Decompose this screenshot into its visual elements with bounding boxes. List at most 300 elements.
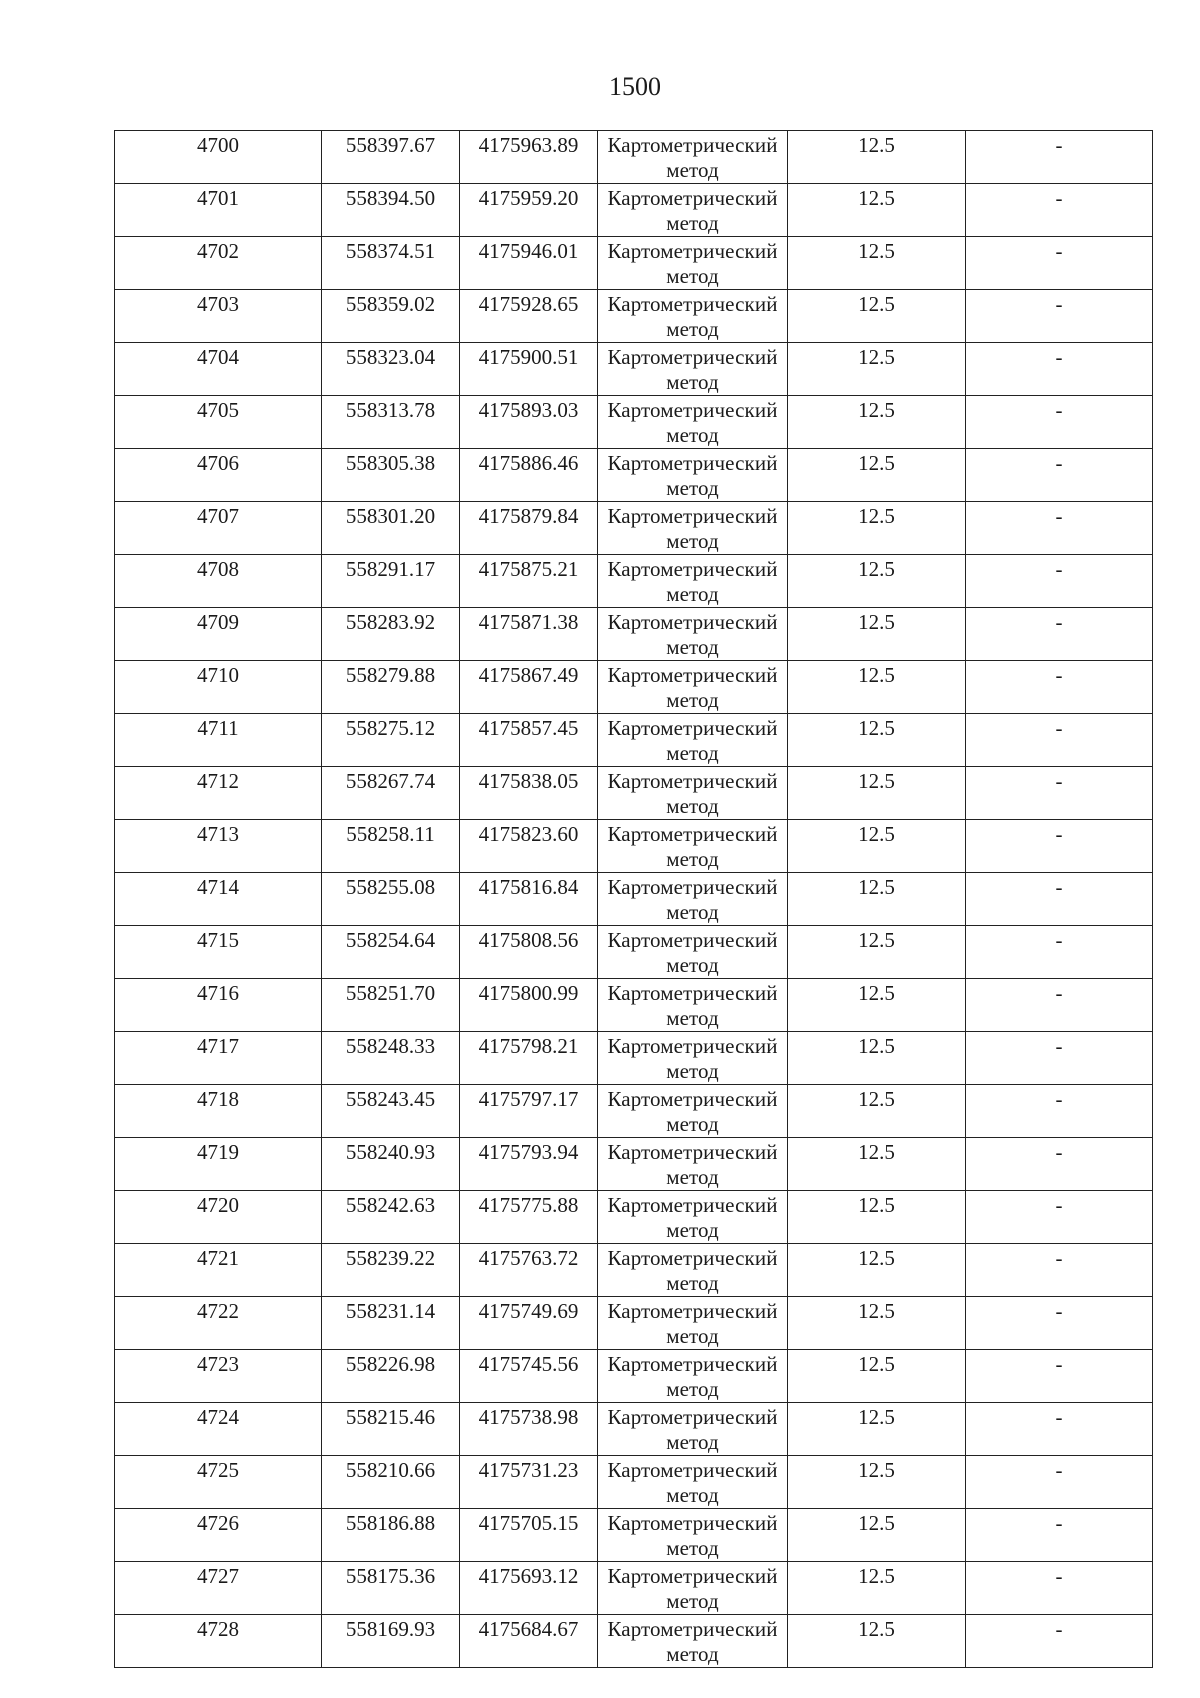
method-text: Картометрический метод bbox=[607, 239, 778, 288]
note-cell bbox=[966, 396, 1153, 449]
x-coordinate-text: 558323.04 bbox=[345, 345, 436, 369]
point-number-cell bbox=[115, 1244, 322, 1297]
y-coordinate-text: 4175875.21 bbox=[478, 557, 579, 581]
accuracy-cell bbox=[788, 1456, 966, 1509]
x-coordinate-cell bbox=[322, 1615, 460, 1668]
accuracy-text: 12.5 bbox=[858, 239, 895, 263]
x-coordinate-cell bbox=[322, 131, 460, 184]
x-coordinate-text: 558242.63 bbox=[345, 1193, 436, 1217]
method-cell bbox=[598, 767, 788, 820]
y-coordinate-cell bbox=[460, 131, 598, 184]
point-number-text: 4705 bbox=[197, 398, 239, 422]
point-number-text: 4704 bbox=[197, 345, 239, 369]
note-text: - bbox=[1055, 1087, 1063, 1111]
table-row bbox=[115, 555, 1153, 608]
method-cell bbox=[598, 502, 788, 555]
point-number-text: 4701 bbox=[197, 186, 239, 210]
table-row bbox=[115, 1297, 1153, 1350]
method-cell bbox=[598, 237, 788, 290]
method-cell bbox=[598, 1403, 788, 1456]
x-coordinate-text: 558374.51 bbox=[345, 239, 436, 263]
x-coordinate-cell bbox=[322, 1403, 460, 1456]
coordinates-table bbox=[114, 130, 1153, 1668]
y-coordinate-cell bbox=[460, 926, 598, 979]
note-cell bbox=[966, 1191, 1153, 1244]
point-number-text: 4709 bbox=[197, 610, 239, 634]
note-cell bbox=[966, 1615, 1153, 1668]
note-cell bbox=[966, 502, 1153, 555]
accuracy-text: 12.5 bbox=[858, 610, 895, 634]
accuracy-cell bbox=[788, 608, 966, 661]
method-text: Картометрический метод bbox=[607, 1458, 778, 1507]
y-coordinate-cell bbox=[460, 343, 598, 396]
table-row bbox=[115, 1191, 1153, 1244]
method-cell bbox=[598, 1562, 788, 1615]
method-cell bbox=[598, 449, 788, 502]
method-text: Картометрический метод bbox=[607, 1087, 778, 1136]
note-text: - bbox=[1055, 822, 1063, 846]
note-text: - bbox=[1055, 239, 1063, 263]
table-row bbox=[115, 1032, 1153, 1085]
method-text: Картометрический метод bbox=[607, 1246, 778, 1295]
method-text: Картометрический метод bbox=[607, 769, 778, 818]
table-row bbox=[115, 131, 1153, 184]
accuracy-text: 12.5 bbox=[858, 1034, 895, 1058]
point-number-text: 4703 bbox=[197, 292, 239, 316]
y-coordinate-cell bbox=[460, 1191, 598, 1244]
accuracy-text: 12.5 bbox=[858, 1405, 895, 1429]
point-number-text: 4722 bbox=[197, 1299, 239, 1323]
method-cell bbox=[598, 1350, 788, 1403]
point-number-cell bbox=[115, 449, 322, 502]
note-text: - bbox=[1055, 186, 1063, 210]
y-coordinate-text: 4175800.99 bbox=[478, 981, 579, 1005]
table-row bbox=[115, 502, 1153, 555]
y-coordinate-cell bbox=[460, 1615, 598, 1668]
x-coordinate-text: 558305.38 bbox=[345, 451, 436, 475]
method-cell bbox=[598, 1191, 788, 1244]
table-row bbox=[115, 1456, 1153, 1509]
method-cell bbox=[598, 396, 788, 449]
y-coordinate-text: 4175693.12 bbox=[478, 1564, 579, 1588]
point-number-text: 4725 bbox=[197, 1458, 239, 1482]
y-coordinate-cell bbox=[460, 1297, 598, 1350]
accuracy-cell bbox=[788, 502, 966, 555]
accuracy-text: 12.5 bbox=[858, 1140, 895, 1164]
point-number-cell bbox=[115, 1191, 322, 1244]
note-text: - bbox=[1055, 451, 1063, 475]
method-text: Картометрический метод bbox=[607, 557, 778, 606]
note-text: - bbox=[1055, 769, 1063, 793]
method-text: Картометрический метод bbox=[607, 1564, 778, 1613]
x-coordinate-text: 558169.93 bbox=[345, 1617, 436, 1641]
accuracy-text: 12.5 bbox=[858, 981, 895, 1005]
x-coordinate-text: 558394.50 bbox=[345, 186, 436, 210]
accuracy-text: 12.5 bbox=[858, 1352, 895, 1376]
note-cell bbox=[966, 555, 1153, 608]
table-row bbox=[115, 1615, 1153, 1668]
point-number-text: 4719 bbox=[197, 1140, 239, 1164]
y-coordinate-text: 4175838.05 bbox=[478, 769, 579, 793]
y-coordinate-text: 4175738.98 bbox=[478, 1405, 579, 1429]
x-coordinate-text: 558291.17 bbox=[345, 557, 436, 581]
method-cell bbox=[598, 555, 788, 608]
note-text: - bbox=[1055, 1564, 1063, 1588]
x-coordinate-text: 558175.36 bbox=[345, 1564, 436, 1588]
y-coordinate-cell bbox=[460, 1244, 598, 1297]
x-coordinate-cell bbox=[322, 502, 460, 555]
x-coordinate-cell bbox=[322, 396, 460, 449]
x-coordinate-cell bbox=[322, 661, 460, 714]
accuracy-text: 12.5 bbox=[858, 133, 895, 157]
y-coordinate-text: 4175684.67 bbox=[478, 1617, 579, 1641]
y-coordinate-cell bbox=[460, 767, 598, 820]
note-text: - bbox=[1055, 1458, 1063, 1482]
note-text: - bbox=[1055, 875, 1063, 899]
point-number-text: 4712 bbox=[197, 769, 239, 793]
table-row bbox=[115, 1244, 1153, 1297]
x-coordinate-cell bbox=[322, 820, 460, 873]
table-row bbox=[115, 820, 1153, 873]
y-coordinate-text: 4175797.17 bbox=[478, 1087, 579, 1111]
note-cell bbox=[966, 979, 1153, 1032]
y-coordinate-text: 4175900.51 bbox=[478, 345, 579, 369]
point-number-text: 4702 bbox=[197, 239, 239, 263]
accuracy-text: 12.5 bbox=[858, 1087, 895, 1111]
method-cell bbox=[598, 926, 788, 979]
table-row bbox=[115, 767, 1153, 820]
y-coordinate-cell bbox=[460, 1085, 598, 1138]
method-text: Картометрический метод bbox=[607, 663, 778, 712]
y-coordinate-text: 4175705.15 bbox=[478, 1511, 579, 1535]
note-text: - bbox=[1055, 663, 1063, 687]
table-row bbox=[115, 926, 1153, 979]
accuracy-cell bbox=[788, 1562, 966, 1615]
point-number-text: 4717 bbox=[197, 1034, 239, 1058]
method-cell bbox=[598, 343, 788, 396]
table-row bbox=[115, 661, 1153, 714]
method-text: Картометрический метод bbox=[607, 1140, 778, 1189]
y-coordinate-text: 4175775.88 bbox=[478, 1193, 579, 1217]
method-text: Картометрический метод bbox=[607, 504, 778, 553]
table-row bbox=[115, 290, 1153, 343]
note-text: - bbox=[1055, 1299, 1063, 1323]
accuracy-text: 12.5 bbox=[858, 186, 895, 210]
accuracy-cell bbox=[788, 396, 966, 449]
method-cell bbox=[598, 1032, 788, 1085]
x-coordinate-cell bbox=[322, 608, 460, 661]
point-number-cell bbox=[115, 555, 322, 608]
point-number-text: 4710 bbox=[197, 663, 239, 687]
method-text: Картометрический метод bbox=[607, 1299, 778, 1348]
y-coordinate-text: 4175798.21 bbox=[478, 1034, 579, 1058]
accuracy-text: 12.5 bbox=[858, 1458, 895, 1482]
x-coordinate-cell bbox=[322, 1085, 460, 1138]
note-text: - bbox=[1055, 345, 1063, 369]
accuracy-cell bbox=[788, 1191, 966, 1244]
point-number-text: 4726 bbox=[197, 1511, 239, 1535]
y-coordinate-cell bbox=[460, 608, 598, 661]
point-number-text: 4706 bbox=[197, 451, 239, 475]
x-coordinate-cell bbox=[322, 1350, 460, 1403]
x-coordinate-cell bbox=[322, 237, 460, 290]
note-cell bbox=[966, 343, 1153, 396]
y-coordinate-cell bbox=[460, 820, 598, 873]
point-number-cell bbox=[115, 979, 322, 1032]
accuracy-cell bbox=[788, 1032, 966, 1085]
table-row bbox=[115, 184, 1153, 237]
accuracy-cell bbox=[788, 979, 966, 1032]
point-number-text: 4700 bbox=[197, 133, 239, 157]
accuracy-text: 12.5 bbox=[858, 716, 895, 740]
y-coordinate-cell bbox=[460, 1456, 598, 1509]
x-coordinate-cell bbox=[322, 1244, 460, 1297]
accuracy-text: 12.5 bbox=[858, 1246, 895, 1270]
y-coordinate-text: 4175871.38 bbox=[478, 610, 579, 634]
method-cell bbox=[598, 661, 788, 714]
method-text: Картометрический метод bbox=[607, 875, 778, 924]
table-row bbox=[115, 873, 1153, 926]
y-coordinate-cell bbox=[460, 449, 598, 502]
point-number-text: 4713 bbox=[197, 822, 239, 846]
table-row bbox=[115, 396, 1153, 449]
point-number-cell bbox=[115, 1562, 322, 1615]
table-row bbox=[115, 1509, 1153, 1562]
accuracy-cell bbox=[788, 1509, 966, 1562]
method-text: Картометрический метод bbox=[607, 716, 778, 765]
method-cell bbox=[598, 1615, 788, 1668]
x-coordinate-text: 558279.88 bbox=[345, 663, 436, 687]
note-cell bbox=[966, 1138, 1153, 1191]
x-coordinate-text: 558267.74 bbox=[345, 769, 436, 793]
note-text: - bbox=[1055, 1405, 1063, 1429]
y-coordinate-text: 4175867.49 bbox=[478, 663, 579, 687]
note-cell bbox=[966, 449, 1153, 502]
point-number-cell bbox=[115, 767, 322, 820]
accuracy-cell bbox=[788, 926, 966, 979]
x-coordinate-text: 558210.66 bbox=[345, 1458, 436, 1482]
accuracy-text: 12.5 bbox=[858, 345, 895, 369]
accuracy-text: 12.5 bbox=[858, 398, 895, 422]
y-coordinate-text: 4175893.03 bbox=[478, 398, 579, 422]
accuracy-cell bbox=[788, 290, 966, 343]
point-number-text: 4714 bbox=[197, 875, 239, 899]
point-number-cell bbox=[115, 1509, 322, 1562]
accuracy-cell bbox=[788, 873, 966, 926]
method-text: Картометрический метод bbox=[607, 610, 778, 659]
accuracy-cell bbox=[788, 1403, 966, 1456]
note-cell bbox=[966, 1562, 1153, 1615]
y-coordinate-text: 4175793.94 bbox=[478, 1140, 579, 1164]
table-row bbox=[115, 1350, 1153, 1403]
note-cell bbox=[966, 1350, 1153, 1403]
accuracy-text: 12.5 bbox=[858, 769, 895, 793]
accuracy-cell bbox=[788, 131, 966, 184]
y-coordinate-text: 4175749.69 bbox=[478, 1299, 579, 1323]
x-coordinate-text: 558301.20 bbox=[345, 504, 436, 528]
x-coordinate-text: 558186.88 bbox=[345, 1511, 436, 1535]
method-cell bbox=[598, 1085, 788, 1138]
point-number-cell bbox=[115, 873, 322, 926]
y-coordinate-text: 4175879.84 bbox=[478, 504, 579, 528]
point-number-cell bbox=[115, 1138, 322, 1191]
point-number-text: 4716 bbox=[197, 981, 239, 1005]
note-text: - bbox=[1055, 133, 1063, 157]
table-row bbox=[115, 608, 1153, 661]
point-number-text: 4727 bbox=[197, 1564, 239, 1588]
x-coordinate-cell bbox=[322, 1032, 460, 1085]
accuracy-text: 12.5 bbox=[858, 1511, 895, 1535]
y-coordinate-cell bbox=[460, 555, 598, 608]
note-cell bbox=[966, 1403, 1153, 1456]
note-text: - bbox=[1055, 398, 1063, 422]
accuracy-text: 12.5 bbox=[858, 1617, 895, 1641]
accuracy-cell bbox=[788, 1297, 966, 1350]
point-number-text: 4708 bbox=[197, 557, 239, 581]
x-coordinate-cell bbox=[322, 290, 460, 343]
note-cell bbox=[966, 608, 1153, 661]
table-row bbox=[115, 1403, 1153, 1456]
note-text: - bbox=[1055, 504, 1063, 528]
x-coordinate-text: 558258.11 bbox=[346, 822, 435, 846]
point-number-cell bbox=[115, 1615, 322, 1668]
point-number-text: 4728 bbox=[197, 1617, 239, 1641]
method-text: Картометрический метод bbox=[607, 451, 778, 500]
accuracy-text: 12.5 bbox=[858, 451, 895, 475]
accuracy-text: 12.5 bbox=[858, 1564, 895, 1588]
table-row bbox=[115, 449, 1153, 502]
y-coordinate-cell bbox=[460, 1138, 598, 1191]
accuracy-cell bbox=[788, 767, 966, 820]
x-coordinate-text: 558254.64 bbox=[345, 928, 436, 952]
note-text: - bbox=[1055, 928, 1063, 952]
x-coordinate-cell bbox=[322, 873, 460, 926]
x-coordinate-text: 558239.22 bbox=[345, 1246, 436, 1270]
coordinates-table-body bbox=[115, 131, 1153, 1668]
point-number-text: 4711 bbox=[197, 716, 239, 740]
note-text: - bbox=[1055, 1193, 1063, 1217]
point-number-text: 4723 bbox=[197, 1352, 239, 1376]
note-cell bbox=[966, 131, 1153, 184]
accuracy-cell bbox=[788, 449, 966, 502]
point-number-cell bbox=[115, 1032, 322, 1085]
x-coordinate-cell bbox=[322, 1509, 460, 1562]
x-coordinate-text: 558215.46 bbox=[345, 1405, 436, 1429]
x-coordinate-text: 558255.08 bbox=[345, 875, 436, 899]
table-row bbox=[115, 714, 1153, 767]
accuracy-cell bbox=[788, 714, 966, 767]
method-cell bbox=[598, 184, 788, 237]
accuracy-text: 12.5 bbox=[858, 663, 895, 687]
accuracy-text: 12.5 bbox=[858, 1299, 895, 1323]
note-cell bbox=[966, 873, 1153, 926]
point-number-cell bbox=[115, 131, 322, 184]
x-coordinate-text: 558313.78 bbox=[345, 398, 436, 422]
table-row bbox=[115, 237, 1153, 290]
note-cell bbox=[966, 290, 1153, 343]
point-number-cell bbox=[115, 1456, 322, 1509]
note-text: - bbox=[1055, 1511, 1063, 1535]
point-number-cell bbox=[115, 1350, 322, 1403]
x-coordinate-text: 558240.93 bbox=[345, 1140, 436, 1164]
method-cell bbox=[598, 608, 788, 661]
note-cell bbox=[966, 1297, 1153, 1350]
note-text: - bbox=[1055, 1140, 1063, 1164]
method-cell bbox=[598, 1244, 788, 1297]
point-number-text: 4720 bbox=[197, 1193, 239, 1217]
x-coordinate-text: 558397.67 bbox=[345, 133, 436, 157]
x-coordinate-cell bbox=[322, 1191, 460, 1244]
point-number-text: 4718 bbox=[197, 1087, 239, 1111]
method-cell bbox=[598, 1509, 788, 1562]
accuracy-cell bbox=[788, 184, 966, 237]
point-number-cell bbox=[115, 1403, 322, 1456]
y-coordinate-cell bbox=[460, 1562, 598, 1615]
accuracy-cell bbox=[788, 1085, 966, 1138]
method-cell bbox=[598, 1297, 788, 1350]
accuracy-cell bbox=[788, 343, 966, 396]
accuracy-text: 12.5 bbox=[858, 875, 895, 899]
method-text: Картометрический метод bbox=[607, 398, 778, 447]
note-text: - bbox=[1055, 610, 1063, 634]
x-coordinate-cell bbox=[322, 979, 460, 1032]
note-cell bbox=[966, 237, 1153, 290]
note-text: - bbox=[1055, 716, 1063, 740]
y-coordinate-text: 4175886.46 bbox=[478, 451, 579, 475]
accuracy-text: 12.5 bbox=[858, 1193, 895, 1217]
accuracy-text: 12.5 bbox=[858, 822, 895, 846]
accuracy-text: 12.5 bbox=[858, 504, 895, 528]
note-cell bbox=[966, 1085, 1153, 1138]
accuracy-cell bbox=[788, 1350, 966, 1403]
y-coordinate-cell bbox=[460, 661, 598, 714]
x-coordinate-text: 558251.70 bbox=[345, 981, 436, 1005]
x-coordinate-cell bbox=[322, 767, 460, 820]
accuracy-cell bbox=[788, 1244, 966, 1297]
y-coordinate-cell bbox=[460, 714, 598, 767]
note-text: - bbox=[1055, 292, 1063, 316]
y-coordinate-cell bbox=[460, 396, 598, 449]
point-number-cell bbox=[115, 1297, 322, 1350]
x-coordinate-cell bbox=[322, 926, 460, 979]
accuracy-cell bbox=[788, 1615, 966, 1668]
y-coordinate-text: 4175816.84 bbox=[478, 875, 579, 899]
method-cell bbox=[598, 979, 788, 1032]
x-coordinate-text: 558283.92 bbox=[345, 610, 436, 634]
x-coordinate-text: 558231.14 bbox=[345, 1299, 436, 1323]
method-cell bbox=[598, 1138, 788, 1191]
note-cell bbox=[966, 1032, 1153, 1085]
x-coordinate-text: 558226.98 bbox=[345, 1352, 436, 1376]
method-text: Картометрический метод bbox=[607, 186, 778, 235]
x-coordinate-cell bbox=[322, 1456, 460, 1509]
note-text: - bbox=[1055, 557, 1063, 581]
y-coordinate-cell bbox=[460, 237, 598, 290]
x-coordinate-cell bbox=[322, 555, 460, 608]
accuracy-cell bbox=[788, 661, 966, 714]
note-cell bbox=[966, 1244, 1153, 1297]
y-coordinate-text: 4175745.56 bbox=[478, 1352, 579, 1376]
accuracy-text: 12.5 bbox=[858, 557, 895, 581]
method-text: Картометрический метод bbox=[607, 1617, 778, 1666]
y-coordinate-text: 4175946.01 bbox=[478, 239, 579, 263]
note-cell bbox=[966, 820, 1153, 873]
y-coordinate-cell bbox=[460, 979, 598, 1032]
y-coordinate-text: 4175763.72 bbox=[478, 1246, 579, 1270]
method-cell bbox=[598, 820, 788, 873]
table-row bbox=[115, 343, 1153, 396]
y-coordinate-cell bbox=[460, 1403, 598, 1456]
